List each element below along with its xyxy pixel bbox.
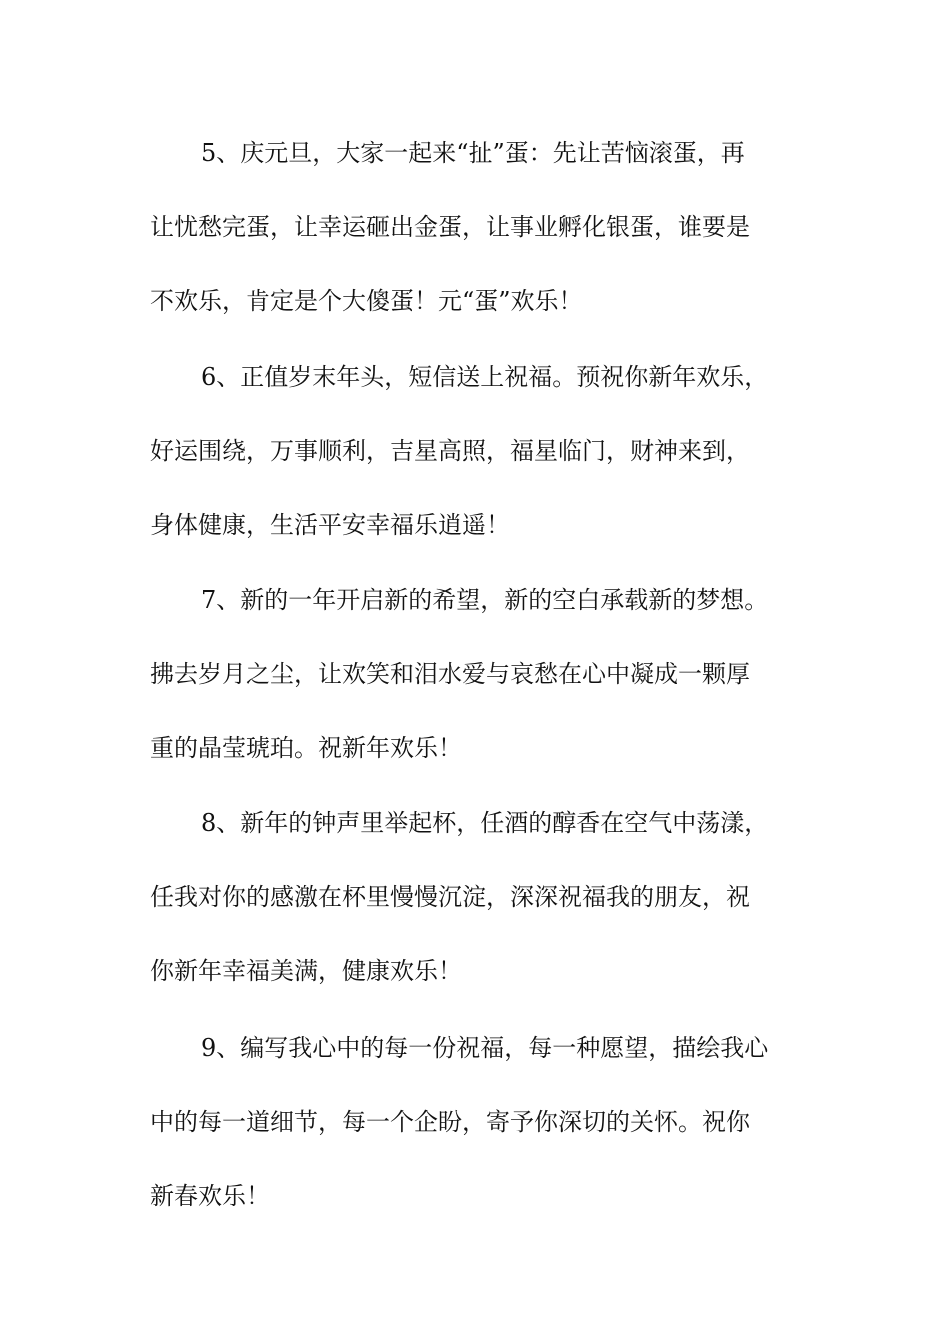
paragraph-5 xyxy=(150,116,810,338)
paragraph-line: 8、新年的钟声里举起杯，任酒的醇香在空气中荡漾， xyxy=(201,809,769,837)
paragraph-6 xyxy=(150,340,810,562)
paragraph-line: 重的晶莹琥珀。祝新年欢乐！ xyxy=(150,734,462,762)
paragraph-line: 新春欢乐！ xyxy=(150,1182,270,1210)
paragraph-line: 中的每一道细节，每一个企盼，寄予你深切的关怀。祝你 xyxy=(150,1108,750,1136)
paragraph-line: 身体健康，生活平安幸福乐逍遥！ xyxy=(150,511,510,539)
paragraph-line: 让忧愁完蛋，让幸运砸出金蛋，让事业孵化银蛋，谁要是 xyxy=(150,213,750,241)
paragraph-line: 7、新的一年开启新的希望，新的空白承载新的梦想。 xyxy=(201,586,769,614)
paragraph-7 xyxy=(150,563,810,785)
paragraph-8 xyxy=(150,786,810,1008)
paragraph-line: 任我对你的感激在杯里慢慢沉淀，深深祝福我的朋友，祝 xyxy=(150,883,750,911)
paragraph-line: 9、编写我心中的每一份祝福，每一种愿望，描绘我心 xyxy=(201,1034,769,1062)
paragraph-line: 不欢乐，肯定是个大傻蛋！元“蛋”欢乐！ xyxy=(150,287,583,315)
paragraph-line: 5、庆元旦，大家一起来“扯”蛋：先让苦恼滚蛋，再 xyxy=(201,139,745,167)
paragraph-line: 你新年幸福美满，健康欢乐！ xyxy=(150,957,462,985)
paragraph-line: 拂去岁月之尘，让欢笑和泪水爱与哀愁在心中凝成一颗厚 xyxy=(150,660,750,688)
paragraph-9 xyxy=(150,1011,810,1233)
paragraph-line: 6、正值岁末年头，短信送上祝福。预祝你新年欢乐， xyxy=(201,363,769,391)
paragraph-line: 好运围绕，万事顺利，吉星高照，福星临门，财神来到， xyxy=(150,437,750,465)
